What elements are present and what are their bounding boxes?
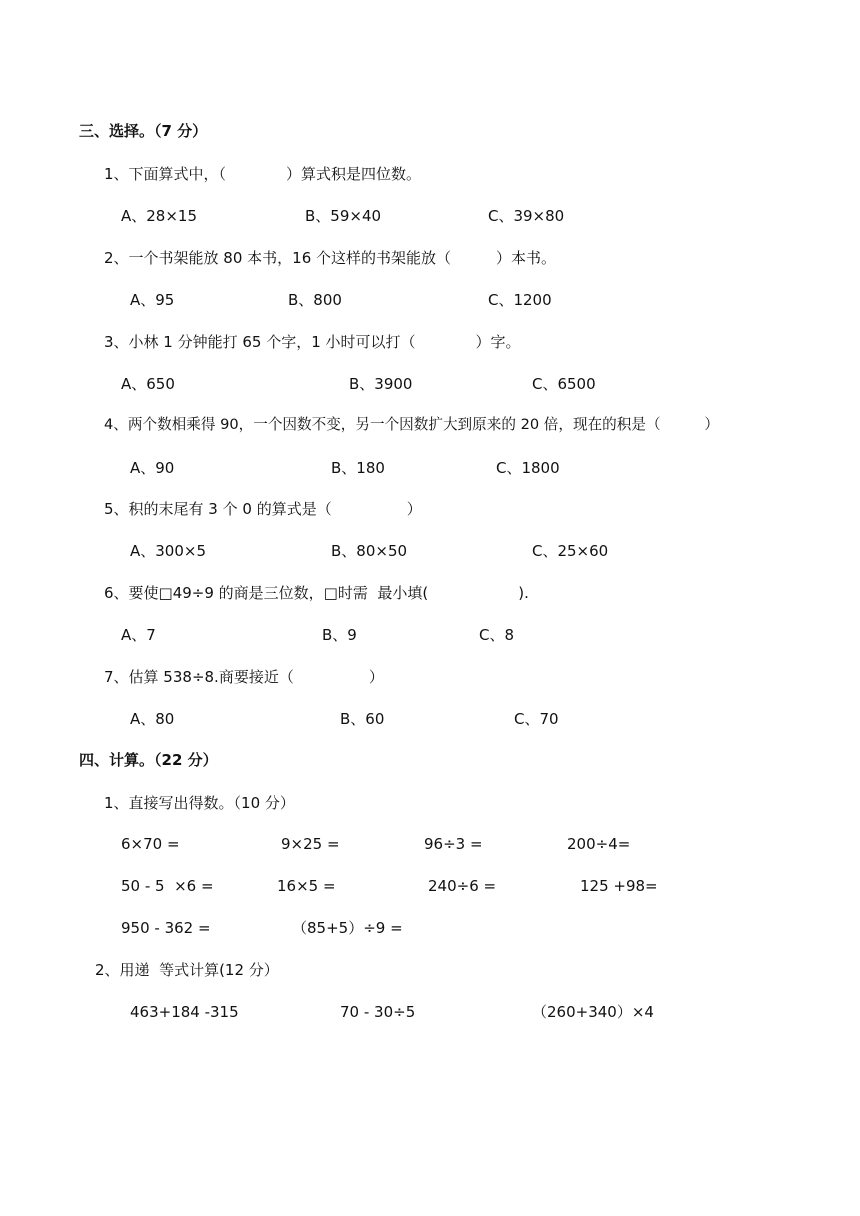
question-5-option-b: B、80×50 xyxy=(331,542,408,560)
question-2-text: 2、一个书架能放 80 本书，16 个这样的书架能放（ ）本书。 xyxy=(104,249,557,267)
expression-item: 70 - 30÷5 xyxy=(340,1003,416,1021)
calc-item: 50 - 5 ×6 = xyxy=(121,877,214,895)
question-3-option-b: B、3900 xyxy=(349,375,413,393)
calc-item: 16×5 = xyxy=(277,877,336,895)
question-6-option-b: B、9 xyxy=(322,626,357,644)
question-5-option-a: A、300×5 xyxy=(130,542,207,560)
question-1-option-a: A、28×15 xyxy=(121,207,198,225)
question-4-option-b: B、180 xyxy=(331,459,385,477)
question-3-option-a: A、650 xyxy=(121,375,175,393)
calc-item: 125 +98= xyxy=(580,877,658,895)
question-2-option-a: A、95 xyxy=(130,291,175,309)
question-4-option-c: C、1800 xyxy=(496,459,560,477)
calc-item: （85+5）÷9 = xyxy=(292,919,403,937)
expression-item: （260+340）×4 xyxy=(532,1003,654,1021)
calc-item: 9×25 = xyxy=(281,835,340,853)
question-7-option-a: A、80 xyxy=(130,710,175,728)
section4-title: 四、计算。（22 分） xyxy=(79,751,218,769)
question-4-text: 4、两个数相乘得 90，一个因数不变，另一个因数扩大到原来的 20 倍，现在的积是（ ） xyxy=(104,416,719,433)
calc-item: 240÷6 = xyxy=(428,877,497,895)
calc-item: 96÷3 = xyxy=(424,835,483,853)
question-7-option-b: B、60 xyxy=(340,710,385,728)
question-6-option-c: C、8 xyxy=(479,626,515,644)
question-3-option-c: C、6500 xyxy=(532,375,596,393)
calc-item: 6×70 = xyxy=(121,835,180,853)
question-5-text: 5、积的末尾有 3 个 0 的算式是（ ） xyxy=(104,500,422,518)
question-2-option-b: B、800 xyxy=(288,291,342,309)
question-4-option-a: A、90 xyxy=(130,459,175,477)
question-7-option-c: C、70 xyxy=(514,710,559,728)
question-5-option-c: C、25×60 xyxy=(532,542,609,560)
question-7-text: 7、估算 538÷8.商要接近（ ） xyxy=(104,668,384,686)
question-3-text: 3、小林 1 分钟能打 65 个字，1 小时可以打（ ）字。 xyxy=(104,333,521,351)
question-2-option-c: C、1200 xyxy=(488,291,552,309)
question-1-option-b: B、59×40 xyxy=(305,207,382,225)
part2-title: 2、用递 等式计算(12 分） xyxy=(95,961,279,979)
calc-item: 200÷4= xyxy=(567,835,631,853)
question-6-text: 6、要使□49÷9 的商是三位数，□时需 最小填( ). xyxy=(104,584,529,602)
expression-item: 463+184 -315 xyxy=(130,1003,239,1021)
calc-item: 950 - 362 = xyxy=(121,919,211,937)
question-6-option-a: A、7 xyxy=(121,626,156,644)
section3-title: 三、选择。（7 分） xyxy=(79,122,208,140)
question-1-option-c: C、39×80 xyxy=(488,207,565,225)
part1-title: 1、直接写出得数。（10 分） xyxy=(104,794,295,812)
question-1-text: 1、下面算式中，（ ）算式积是四位数。 xyxy=(104,165,422,183)
